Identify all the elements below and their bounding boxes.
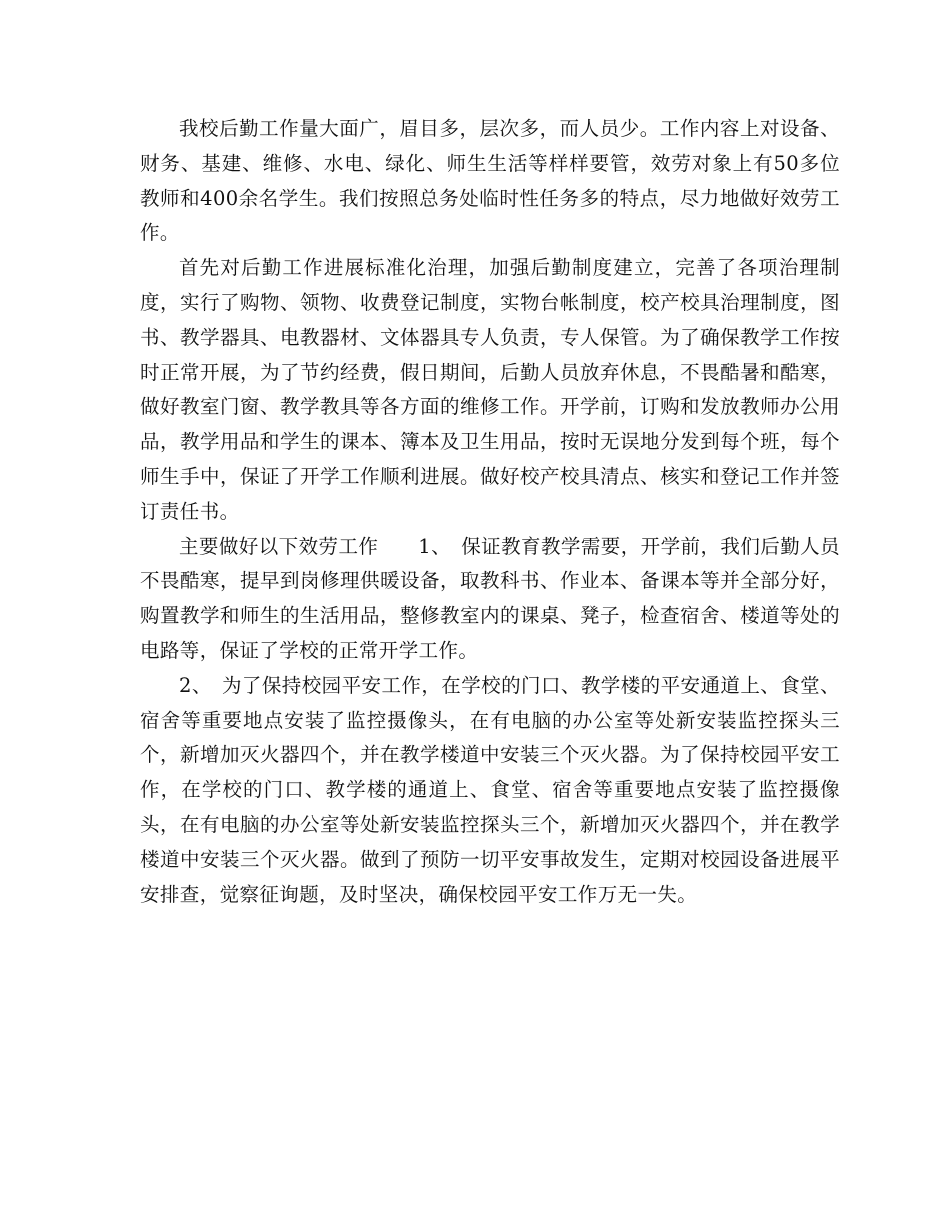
paragraph-service-item-2: 2、 为了保持校园平安工作，在学校的门口、教学楼的平安通道上、食堂、宿舍等重要地点安装了监控摄像头，在有电脑的办公室等处新安装监控探头三个，新增加灭火器四个，并在教学楼道中安装三个灭火器。为了保持校园平安工作，在学校的门口、教学楼的通道上、食堂、宿舍等重要地点安装了监控摄像头，在有电脑的办公室等处新安装监控探头三个，新增加灭火器四个，并在教学楼道中安装三个灭火器。做到了预防一切平安事故发生，定期对校园设备进展平安排查，觉察征询题，及时坚决，确保校园平安工作万无一失。 <box>140 673 840 906</box>
document-body <box>140 112 840 912</box>
paragraph-service-item-1: 主要做好以下效劳工作 1、 保证教育教学需要，开学前，我们后勤人员不畏酷寒，提早到岗修理供暖设备，取教科书、作业本、备课本等并全部分好，购置教学和师生的生活用品，整修教室内的课桌、凳子，检查宿舍、楼道等处的电路等，保证了学校的正常开学工作。 <box>140 534 840 662</box>
paragraph-logistics-overview: 我校后勤工作量大面广，眉目多，层次多，而人员少。工作内容上对设备、财务、基建、维修、水电、绿化、师生生活等样样要管，效劳对象上有50多位教师和400余名学生。我们按照总务处临时性任务多的特点，尽力地做好效劳工作。 <box>140 117 840 245</box>
paragraph-management-standardization: 首先对后勤工作进展标准化治理，加强后勤制度建立，完善了各项治理制度，实行了购物、领物、收费登记制度，实物台帐制度，校产校具治理制度，图书、教学器具、电教器材、文体器具专人负责，专人保管。为了确保教学工作按时正常开展，为了节约经费，假日期间，后勤人员放弃休息，不畏酷暑和酷寒，做好教室门窗、教学教具等各方面的维修工作。开学前，订购和发放教师办公用品，教学用品和学生的课本、簿本及卫生用品，按时无误地分发到每个班，每个师生手中，保证了开学工作顺利进展。做好校产校具清点、核实和登记工作并签订责任书。 <box>140 256 840 523</box>
